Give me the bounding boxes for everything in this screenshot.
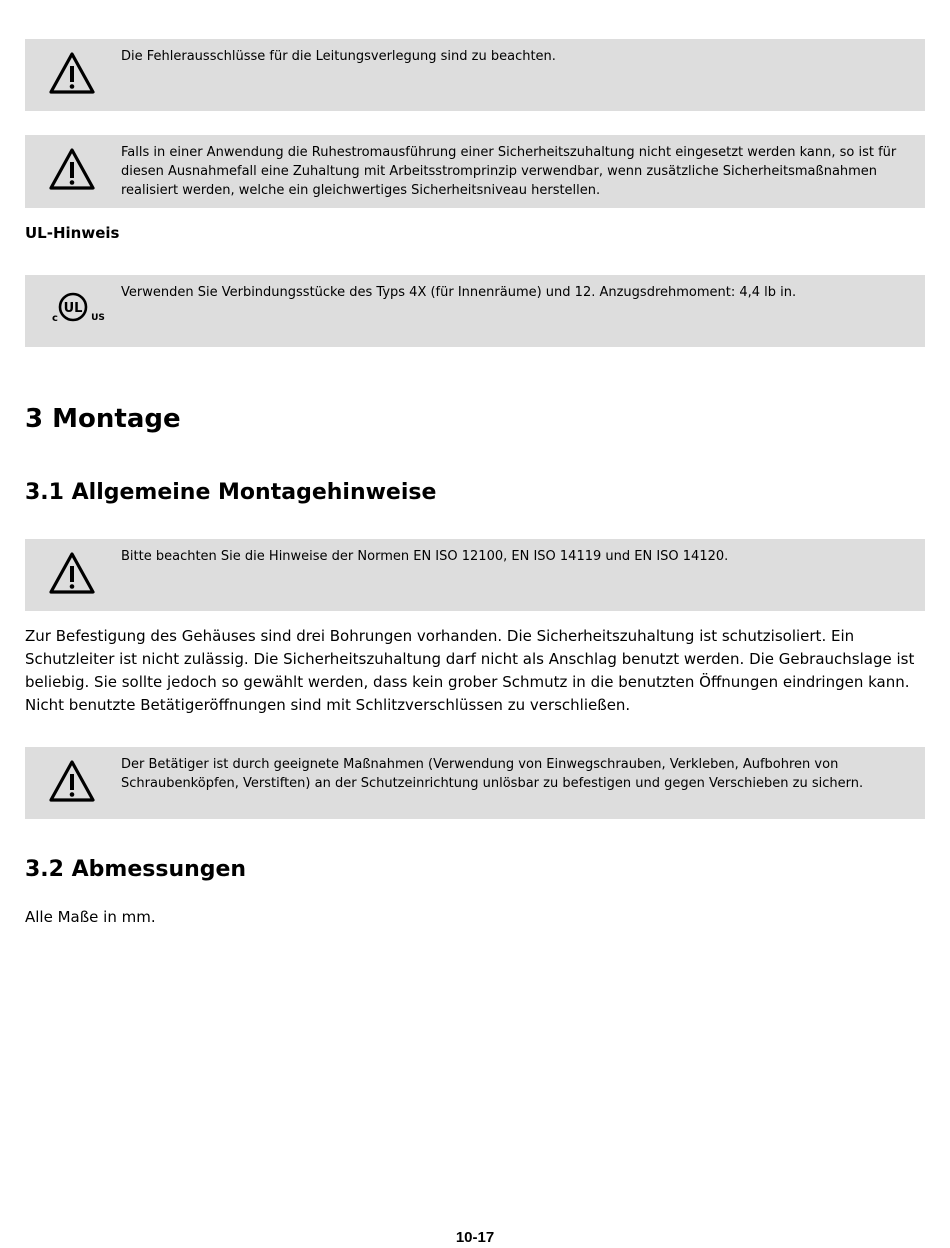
warning-note bbox=[25, 39, 925, 111]
section-heading-abmessungen: 3.2 Abmessungen bbox=[25, 857, 247, 882]
warning-triangle-icon bbox=[47, 49, 97, 99]
svg-text:c: c bbox=[52, 313, 58, 324]
ul-heading: UL-Hinweis bbox=[25, 224, 120, 242]
warning-text: Die Fehlerausschlüsse für die Leitungsverlegung sind zu beachten. bbox=[121, 49, 556, 64]
cul-us-logo-icon bbox=[49, 287, 107, 331]
warning-triangle-icon bbox=[47, 145, 97, 195]
section-heading-allgemeine-montagehinweise: 3.1 Allgemeine Montagehinweise bbox=[25, 480, 437, 505]
warning-triangle-icon bbox=[47, 757, 97, 807]
warning-text: Der Betätiger ist durch geeignete Maßnahmen (Verwendung von Einwegschrauben, Verkleben, Aufbohren von Schraubenköpfen, Verstiften) an der Schutzeinrichtung unlösbar zu befestigen und gegen Verschieben zu sichern. bbox=[121, 757, 864, 791]
warning-text: Falls in einer Anwendung die Ruhestromausführung einer Sicherheitszuhaltung nicht eingesetzt werden kann, so ist für diesen Ausnahmefall eine Zuhaltung mit Arbeitsstromprinzip verwendbar, wenn zusätzliche Sicherheitsmaßnahmen realisiert werden, welche ein gleichwertiges Sicherheitsniveau herstellen. bbox=[121, 145, 897, 198]
svg-text:US: US bbox=[91, 313, 105, 323]
svg-text:UL: UL bbox=[63, 301, 83, 316]
warning-triangle-icon bbox=[47, 549, 97, 599]
warning-note bbox=[25, 539, 925, 611]
paragraph-abmessungen: Alle Maße in mm. bbox=[25, 908, 156, 926]
warning-text: Bitte beachten Sie die Hinweise der Normen EN ISO 12100, EN ISO 14119 und EN ISO 14120. bbox=[121, 549, 729, 564]
paragraph-befestigung: Zur Befestigung des Gehäuses sind drei Bohrungen vorhanden. Die Sicherheitszuhaltung ist schutzisoliert. Ein Schutzleiter ist nicht zulässig. Die Sicherheitszuhaltung darf nicht als Anschlag benutzt werden. Die Gebrauchslage ist beliebig. Sie sollte jedoch so gewählt werden, dass kein grober Schmutz in die benutzten Öffnungen eindringen kann. Nicht benutzte Betätigeröffnungen sind mit Schlitzverschlüssen zu verschließen. bbox=[25, 627, 915, 714]
ul-note bbox=[25, 275, 925, 347]
ul-note-text: Verwenden Sie Verbindungsstücke des Typs 4X (für Innenräume) und 12. Anzugsdrehmoment: 4,4 lb in. bbox=[121, 285, 797, 300]
page-number: 10-17 bbox=[455, 1229, 495, 1246]
warning-note bbox=[25, 747, 925, 819]
warning-note bbox=[25, 135, 925, 208]
section-heading-montage: 3 Montage bbox=[25, 404, 181, 434]
